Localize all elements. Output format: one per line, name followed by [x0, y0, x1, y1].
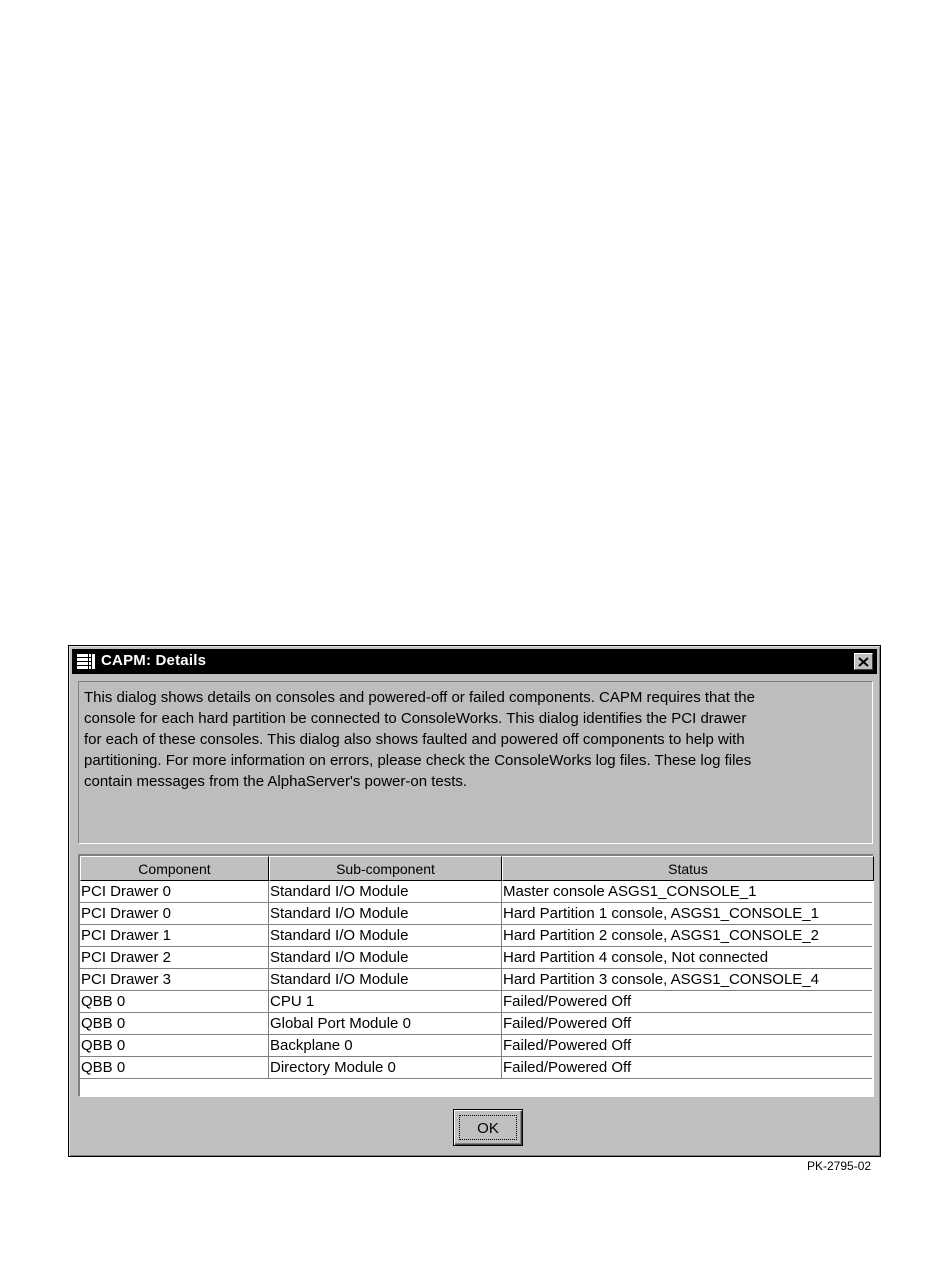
- close-button[interactable]: [854, 653, 873, 670]
- component-cell: PCI Drawer 0: [80, 903, 269, 924]
- sub-component-cell: Standard I/O Module: [269, 903, 502, 924]
- table-header: [80, 856, 872, 881]
- table-row[interactable]: [80, 1035, 872, 1057]
- ok-button[interactable]: [453, 1109, 523, 1146]
- sub-component-cell: Backplane 0: [269, 1035, 502, 1056]
- sub-component-cell: Standard I/O Module: [269, 969, 502, 990]
- component-cell: PCI Drawer 3: [80, 969, 269, 990]
- column-header-status[interactable]: Status: [502, 856, 874, 881]
- table-row[interactable]: [80, 903, 872, 925]
- close-icon: [858, 657, 869, 667]
- table-row[interactable]: [80, 969, 872, 991]
- component-cell: PCI Drawer 2: [80, 947, 269, 968]
- table-row[interactable]: [80, 925, 872, 947]
- component-cell: PCI Drawer 1: [80, 925, 269, 946]
- table-row[interactable]: [80, 881, 872, 903]
- status-cell: Failed/Powered Off: [503, 1015, 632, 1032]
- column-header-component[interactable]: Component: [80, 856, 269, 881]
- description-line: for each of these consoles. This dialog also shows faulted and powered off components to help with: [84, 731, 745, 748]
- status-cell: Failed/Powered Off: [503, 1037, 632, 1054]
- sub-component-cell: Global Port Module 0: [269, 1013, 502, 1034]
- description-text: [78, 681, 873, 844]
- component-cell: PCI Drawer 0: [80, 881, 269, 902]
- capm-details-dialog: [68, 645, 881, 1157]
- sub-component-cell: Directory Module 0: [269, 1057, 502, 1078]
- status-cell: Hard Partition 4 console, Not connected: [503, 949, 769, 966]
- component-cell: QBB 0: [80, 1057, 269, 1078]
- sub-component-cell: CPU 1: [269, 991, 502, 1012]
- table-row[interactable]: [80, 1013, 872, 1035]
- figure-code: PK-2795-02: [807, 1159, 872, 1173]
- status-cell: Hard Partition 3 console, ASGS1_CONSOLE_4: [503, 971, 819, 988]
- table-row[interactable]: [80, 991, 872, 1013]
- status-cell: Failed/Powered Off: [503, 1059, 632, 1076]
- status-cell: Hard Partition 1 console, ASGS1_CONSOLE_1: [503, 905, 819, 922]
- description-line: partitioning. For more information on errors, please check the ConsoleWorks log files. These log files: [84, 752, 752, 769]
- component-cell: QBB 0: [80, 1035, 269, 1056]
- status-cell: Failed/Powered Off: [503, 993, 632, 1010]
- sub-component-cell: Standard I/O Module: [269, 947, 502, 968]
- window-title: CAPM: Details: [101, 652, 207, 669]
- ok-button-label: OK: [459, 1115, 517, 1140]
- component-cell: QBB 0: [80, 991, 269, 1012]
- details-table: [78, 854, 874, 1097]
- table-row[interactable]: [80, 947, 872, 969]
- description-line: console for each hard partition be connected to ConsoleWorks. This dialog identifies the PCI drawer: [84, 710, 747, 727]
- sub-component-cell: Standard I/O Module: [269, 925, 502, 946]
- window-menu-icon[interactable]: [76, 653, 96, 670]
- description-line: This dialog shows details on consoles and powered-off or failed components. CAPM requires that the: [84, 689, 755, 706]
- title-bar[interactable]: [72, 649, 877, 674]
- table-row[interactable]: [80, 1057, 872, 1079]
- column-header-sub-component[interactable]: Sub-component: [269, 856, 502, 881]
- status-cell: Master console ASGS1_CONSOLE_1: [503, 883, 757, 900]
- sub-component-cell: Standard I/O Module: [269, 881, 502, 902]
- status-cell: Hard Partition 2 console, ASGS1_CONSOLE_2: [503, 927, 819, 944]
- component-cell: QBB 0: [80, 1013, 269, 1034]
- description-line: contain messages from the AlphaServer's power-on tests.: [84, 773, 468, 790]
